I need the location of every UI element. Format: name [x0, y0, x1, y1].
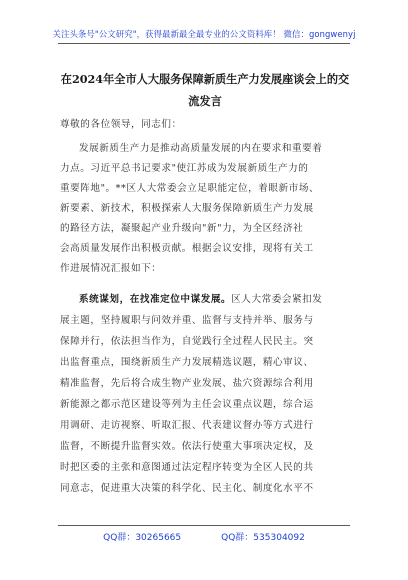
paragraph-2-line: 时把区委的主张和意图通过法定程序转变为全区人民的共	[60, 462, 314, 473]
paragraph-1-line: 新要素、新技术，积极探索人大服务保障新质生产力发展	[60, 203, 314, 214]
salutation: 尊敬的各位领导，同志们：	[60, 119, 182, 130]
paragraph-1-line: 力点。习近平总书记要求"使江苏成为发展新质生产力的	[60, 163, 309, 174]
footer-qq-group-right: QQ群：535304092	[221, 533, 305, 543]
paragraph-2-line: 保障并行，依法担当作为，自觉践行全过程人民民主。突	[60, 336, 314, 347]
paragraph-2-line: 精准监督，先后将合成生物产业发展、盐穴资源综合利用	[60, 378, 314, 389]
paragraph-2-heading: 系统谋划，在找准定位中谋发展。	[79, 294, 232, 305]
header-divider	[58, 43, 350, 44]
paragraph-2-line: 用调研、走访视察、听取汇报、代表建议督办等方式进行	[60, 420, 314, 431]
paragraph-2-line: 监督，不断提升监督实效。依法行使重大事项决定权，及	[60, 441, 314, 452]
footer-divider	[58, 525, 350, 526]
paragraph-2-line: 展主题，坚持履职与问效并重、监督与支持并举、服务与	[60, 315, 314, 326]
paragraph-1-line: 的路径方法，凝聚起产业升级向"新"力，为全区经济社	[60, 223, 304, 234]
paragraph-1-line: 会高质量发展作出积极贡献。根据会议安排，现将有关工	[60, 243, 314, 254]
document-title-line-1: 在2024年全市人大服务保障新质生产力发展座谈会上的交	[60, 72, 350, 86]
document-title-line-2: 流发言	[188, 94, 222, 108]
paragraph-1-line: 发展新质生产力是推动高质量发展的内在要求和重要着	[79, 143, 323, 154]
paragraph-2-line: 同意志，促进重大决策的科学化、民主化、制度化水平不	[60, 483, 314, 494]
paragraph-2-first-line	[79, 294, 369, 306]
footer-contacts	[0, 530, 408, 543]
header-promo-text: 关注头条号"公文研究"，获得最新最全最专业的公文资料库！ 微信：gongwenyj	[52, 29, 356, 39]
paragraph-1-line: 作进展情况汇报如下：	[60, 263, 162, 274]
paragraph-2-line: 出监督重点，围绕新质生产力发展精选议题，精心审议、	[60, 357, 314, 368]
paragraph-1-line: 重要阵地"。**区人大常委会立足职能定位，着眼新市场、	[60, 183, 320, 194]
paragraph-2-first-line-rest: 区人大常委会紧扣发	[231, 294, 323, 305]
footer-qq-group-left: QQ群：30265665	[103, 533, 182, 543]
paragraph-2-line: 新能源之都示范区建设等列为主任会议重点议题，综合运	[60, 399, 314, 410]
